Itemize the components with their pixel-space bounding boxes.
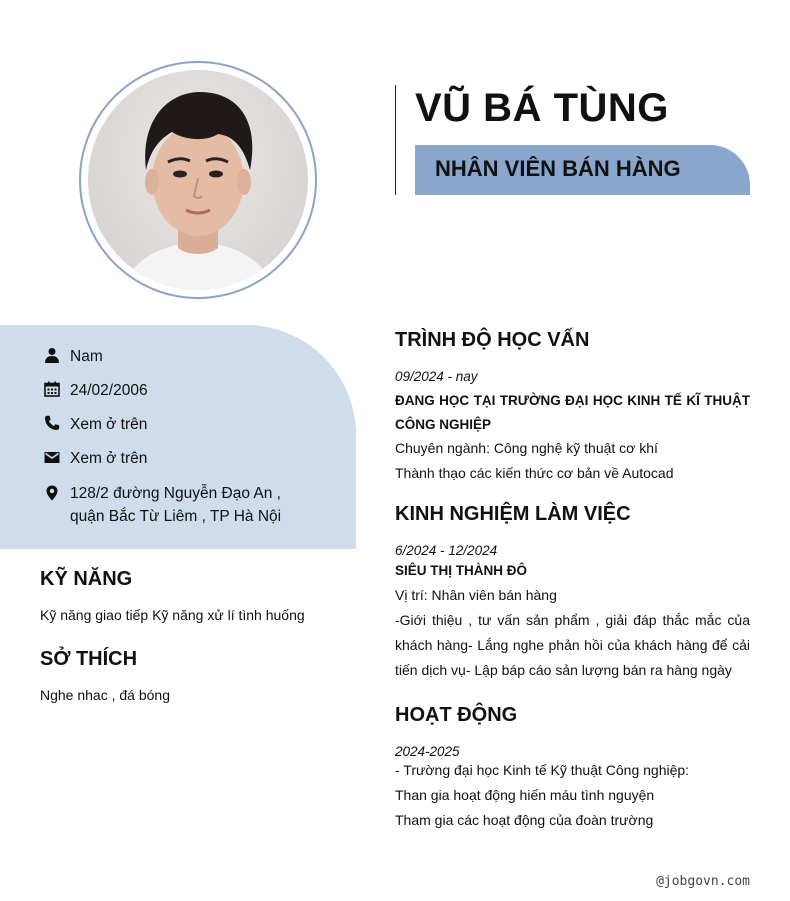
contact-email (44, 447, 147, 470)
gender-text: Nam (70, 348, 103, 365)
profile-photo (88, 70, 308, 290)
education-date: 09/2024 - nay (395, 369, 478, 384)
footer-watermark: @jobgovn.com (656, 874, 750, 889)
skills-heading: KỸ NĂNG (40, 568, 133, 590)
candidate-role: NHÂN VIÊN BÁN HÀNG (435, 156, 681, 181)
experience-description: -Giới thiệu , tư vấn sản phẩm , giải đáp thắc mắc của khách hàng- Lắng nghe phản hồi của khách hàng để cải tiến dịch vụ- Lập báp cáo sản lượng bán ra hàng ngày (395, 612, 750, 678)
calendar-icon (44, 381, 60, 397)
hobbies-heading: SỞ THÍCH (40, 648, 138, 670)
education-skill: Thành thạo các kiến thức cơ bản về Autocad (395, 465, 674, 481)
skills-text: Kỹ năng giao tiếp Kỹ năng xử lí tình huống (40, 607, 305, 623)
person-icon (44, 347, 60, 363)
location-icon (44, 485, 60, 501)
activities-line-2: Than gia hoạt động hiến máu tình nguyện (395, 787, 655, 803)
portrait-illustration (88, 70, 308, 290)
phone-text: Xem ở trên (70, 416, 148, 433)
candidate-name: VŨ BÁ TÙNG (415, 86, 669, 130)
dob-text: 24/02/2006 (70, 382, 148, 399)
contact-phone (44, 413, 147, 436)
activities-line-3: Tham gia các hoạt động của đoàn trường (395, 812, 654, 828)
contact-dob (44, 379, 148, 402)
activities-date: 2024-2025 (395, 744, 460, 759)
activities-line-1: - Trường đại học Kinh tế Kỹ thuật Công nghiệp: (395, 762, 690, 778)
education-school: ĐANG HỌC TẠI TRƯỜNG ĐẠI HỌC KINH TẾ KĨ THUẬT CÔNG NGHIỆP (395, 393, 750, 432)
email-text: Xem ở trên (70, 450, 148, 467)
activities-heading: HOẠT ĐỘNG (395, 704, 518, 726)
contact-gender (44, 345, 103, 368)
experience-section (395, 503, 750, 683)
education-major: Chuyên ngành: Công nghệ kỹ thuật cơ khí (395, 440, 658, 456)
experience-company: SIÊU THỊ THÀNH ĐÔ (395, 563, 528, 578)
header-divider (395, 85, 396, 195)
phone-icon (44, 415, 60, 431)
education-heading: TRÌNH ĐỘ HỌC VẤN (395, 329, 590, 351)
contact-address (44, 482, 281, 528)
hobbies-text: Nghe nhac , đá bóng (40, 687, 170, 703)
education-section (395, 329, 750, 486)
mail-icon (44, 449, 60, 465)
experience-position: Vị trí: Nhân viên bán hàng (395, 587, 557, 603)
experience-date: 6/2024 - 12/2024 (395, 543, 498, 558)
experience-heading: KINH NGHIỆM LÀM VIỆC (395, 503, 631, 525)
activities-section (395, 704, 750, 833)
address-line-2: quận Bắc Từ Liêm , TP Hà Nội (70, 508, 282, 525)
address-line-1: 128/2 đường Nguyễn Đạo An , (70, 485, 281, 502)
